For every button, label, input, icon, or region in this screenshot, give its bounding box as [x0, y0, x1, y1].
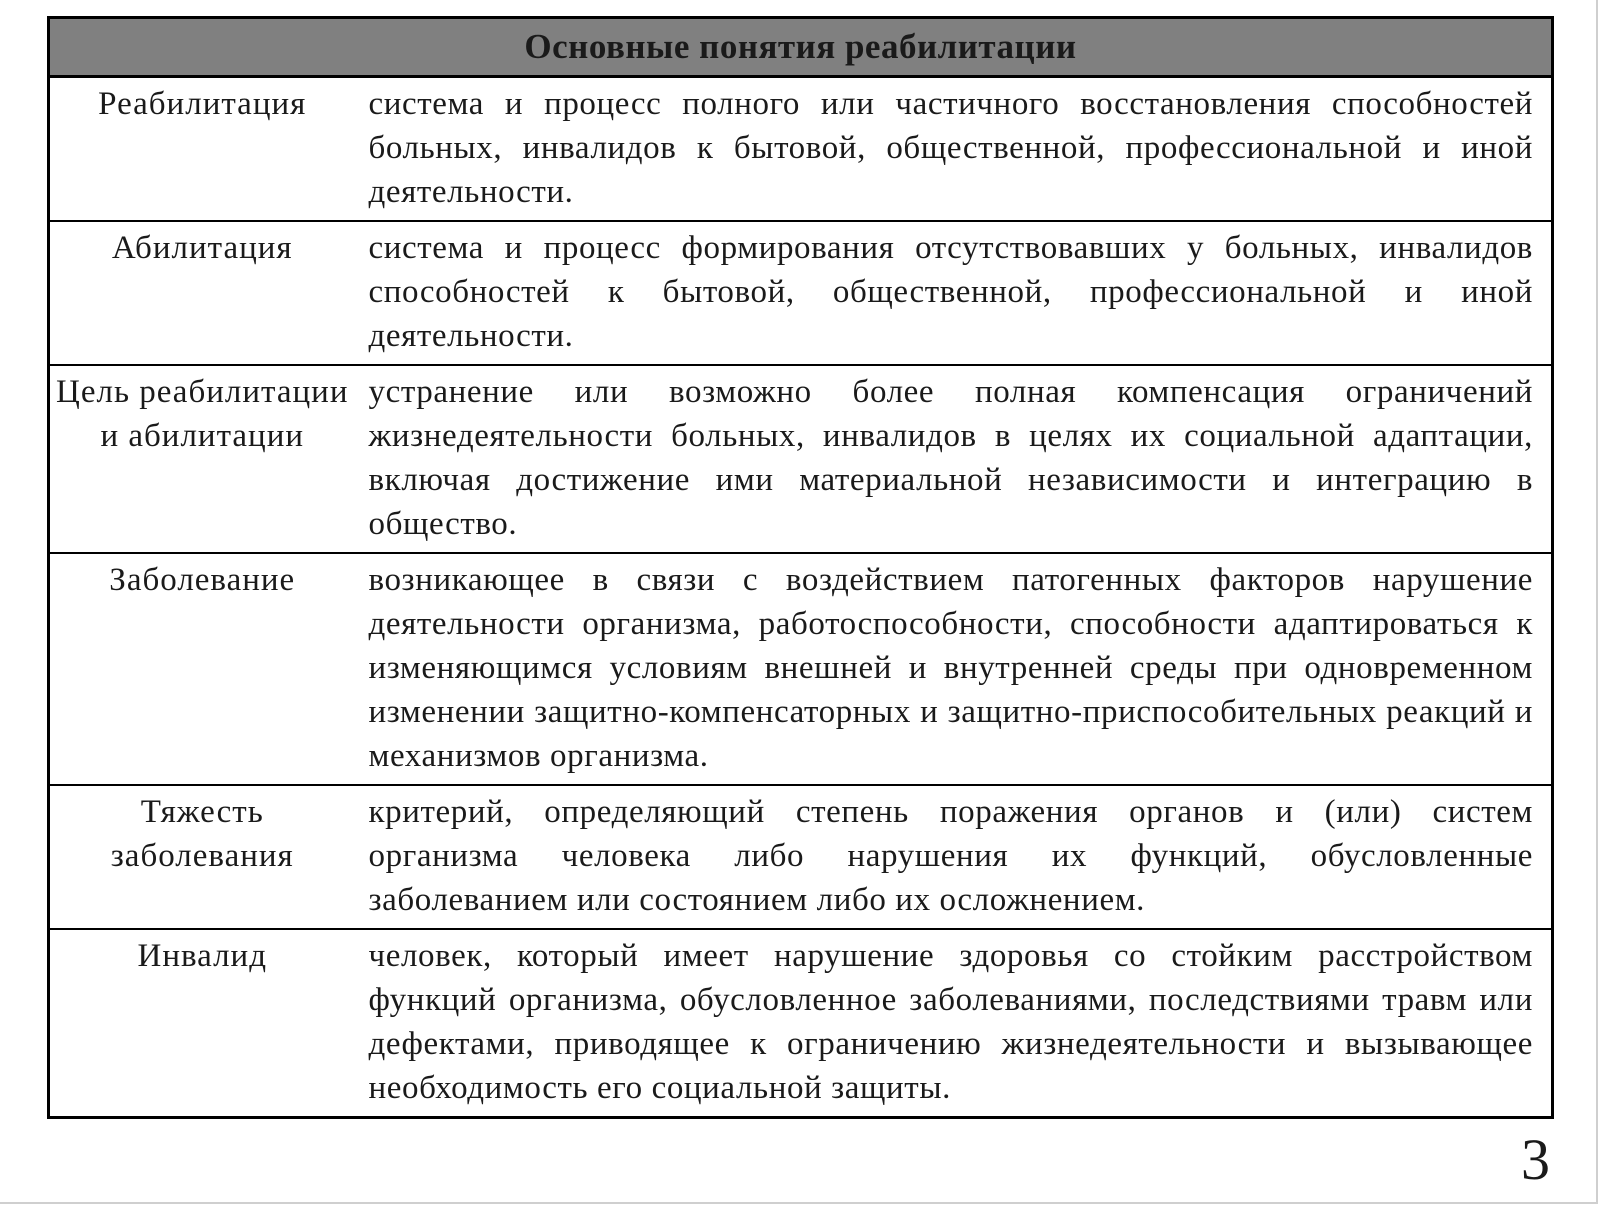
term-disabled-person: Инвалид — [49, 929, 355, 1118]
table-row — [49, 365, 1553, 553]
definition-disabled-person: человек, который имеет нарушение здоровья со стойким расстройством функций организма, обусловленное заболеваниями, последствиями травм или дефектами, приводящее к ограничению жизнедеятельности и вызывающее необходимость его социальной защиты. — [355, 929, 1553, 1118]
definition-goal: устранение или возможно более полная компенсация ограничений жизнедеятельности больных, инвалидов в целях их социальной адаптации, включая достижение ими материальной независимости и интеграцию в общество. — [355, 365, 1553, 553]
table-row — [49, 929, 1553, 1118]
table-title-row — [49, 18, 1553, 77]
term-rehabilitation: Реабилитация — [98, 86, 307, 122]
definition-rehabilitation: система и процесс полного или частичного восстановления способностей больных, инвалидов к бытовой, общественной, профессиональной и иной деятельности. — [368, 86, 1533, 210]
definition-disease-severity: критерий, определяющий степень поражения органов и (или) систем организма человека либо нарушения их функций, обусловленные заболеванием или состоянием либо их осложнением. — [355, 785, 1553, 929]
term-disease: Заболевание — [49, 553, 355, 785]
table-row — [49, 553, 1553, 785]
page-number: 3 — [1521, 1127, 1550, 1192]
terms-table — [47, 16, 1554, 1119]
definition-disease: возникающее в связи с воздействием патогенных факторов нарушение деятельности организма, работоспособности, способности адаптироваться к изменяющимся условиям внешней и внутренней среды при одновременном изменении защитно-компенсаторных и защитно-приспособительных реакций и механизмов организма. — [355, 553, 1553, 785]
table-row — [49, 77, 1553, 222]
term-habilitation: Абилитация — [49, 221, 355, 365]
term-disease-severity: Тяжесть заболевания — [49, 785, 355, 929]
term-goal: Цель реабилитации и абилитации — [49, 365, 355, 553]
table-row — [49, 785, 1553, 929]
table-row — [49, 221, 1553, 365]
table-title: Основные понятия реабилитации — [49, 18, 1553, 77]
definition-habilitation: система и процесс формирования отсутствовавших у больных, инвалидов способностей к бытовой, общественной, профессиональной и иной деятельности. — [355, 221, 1553, 365]
